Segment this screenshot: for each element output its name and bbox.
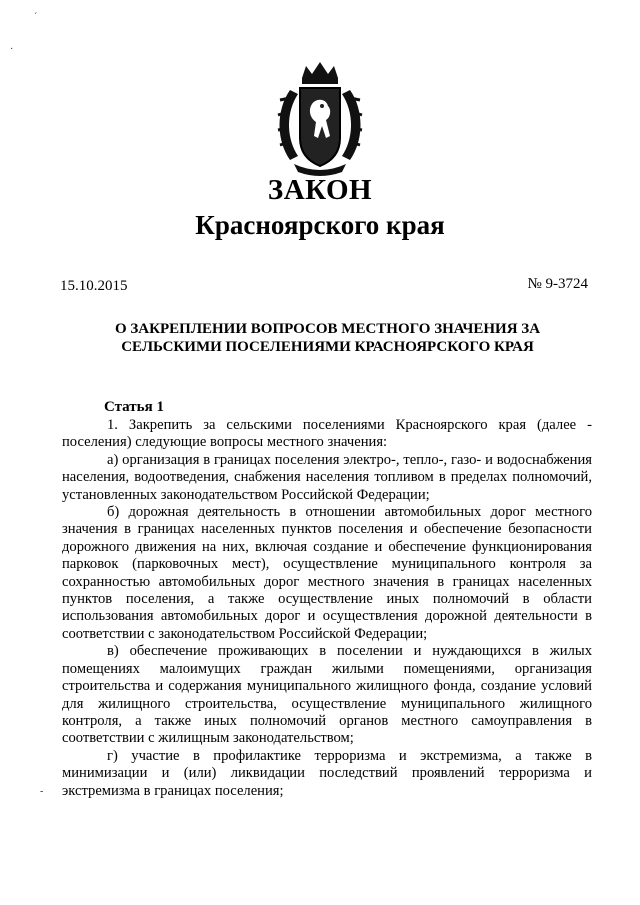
article-body	[62, 417, 592, 800]
paragraph-b: б) дорожная деятельность в отношении автомобильных дорог местного значения в границах населенных пунктов поселения и обеспечение безопасности дорожного движения на них, включая создание и обеспечение функционирования парковок (парковочных мест), осуществление муниципального контроля за сохранностью автомобильных дорог местного значения в границах населенных пунктов поселения, а также осуществление иных полномочий в области использования автомобильных дорог и осуществления дорожной деятельности в соответствии с законодательством Российской Федерации;	[62, 504, 592, 642]
law-subject-heading	[60, 320, 595, 356]
document-number: № 9-3724	[527, 276, 588, 292]
scan-mark: -	[40, 786, 44, 797]
scan-mark: ·	[10, 44, 14, 55]
crown-icon	[302, 62, 338, 78]
subject-line-1: О ЗАКРЕПЛЕНИИ ВОПРОСОВ МЕСТНОГО ЗНАЧЕНИЯ ЗА	[114, 321, 541, 337]
document-date: 15.10.2015	[60, 278, 128, 294]
document-subtitle: Красноярского края	[195, 210, 445, 240]
coat-of-arms-emblem	[272, 60, 368, 178]
subject-line-2: СЕЛЬСКИМИ ПОСЕЛЕНИЯМИ КРАСНОЯРСКОГО КРАЯ	[121, 339, 534, 355]
document-title: ЗАКОН	[267, 174, 373, 206]
article-title: Статья 1	[104, 399, 164, 415]
paragraph-a: а) организация в границах поселения электро-, тепло-, газо- и водоснабжения населения, водоотведения, снабжения населения топливом в пределах полномочий, установленных законодательством Российской Федерации;	[62, 451, 592, 503]
paragraph-g: г) участие в профилактике терроризма и экстремизма, а также в минимизации и (или) ликвидации последствий проявлений терроризма и экстремизма в границах поселения;	[62, 747, 592, 799]
paragraph-1: 1. Закрепить за сельскими поселениями Красноярского края (далее - поселения) следующие вопросы местного значения:	[62, 417, 592, 451]
paragraph-v: в) обеспечение проживающих в поселении и нуждающихся в жилых помещениях малоимущих граждан жилыми помещениями, организация строительства и содержания муниципального жилищного фонда, создание условий для жилищного строительства, осуществление муниципального жилищного контроля, а также иных полномочий органов местного самоуправления в соответствии с жилищным законодательством;	[62, 643, 592, 747]
scan-mark: ´	[34, 12, 38, 23]
